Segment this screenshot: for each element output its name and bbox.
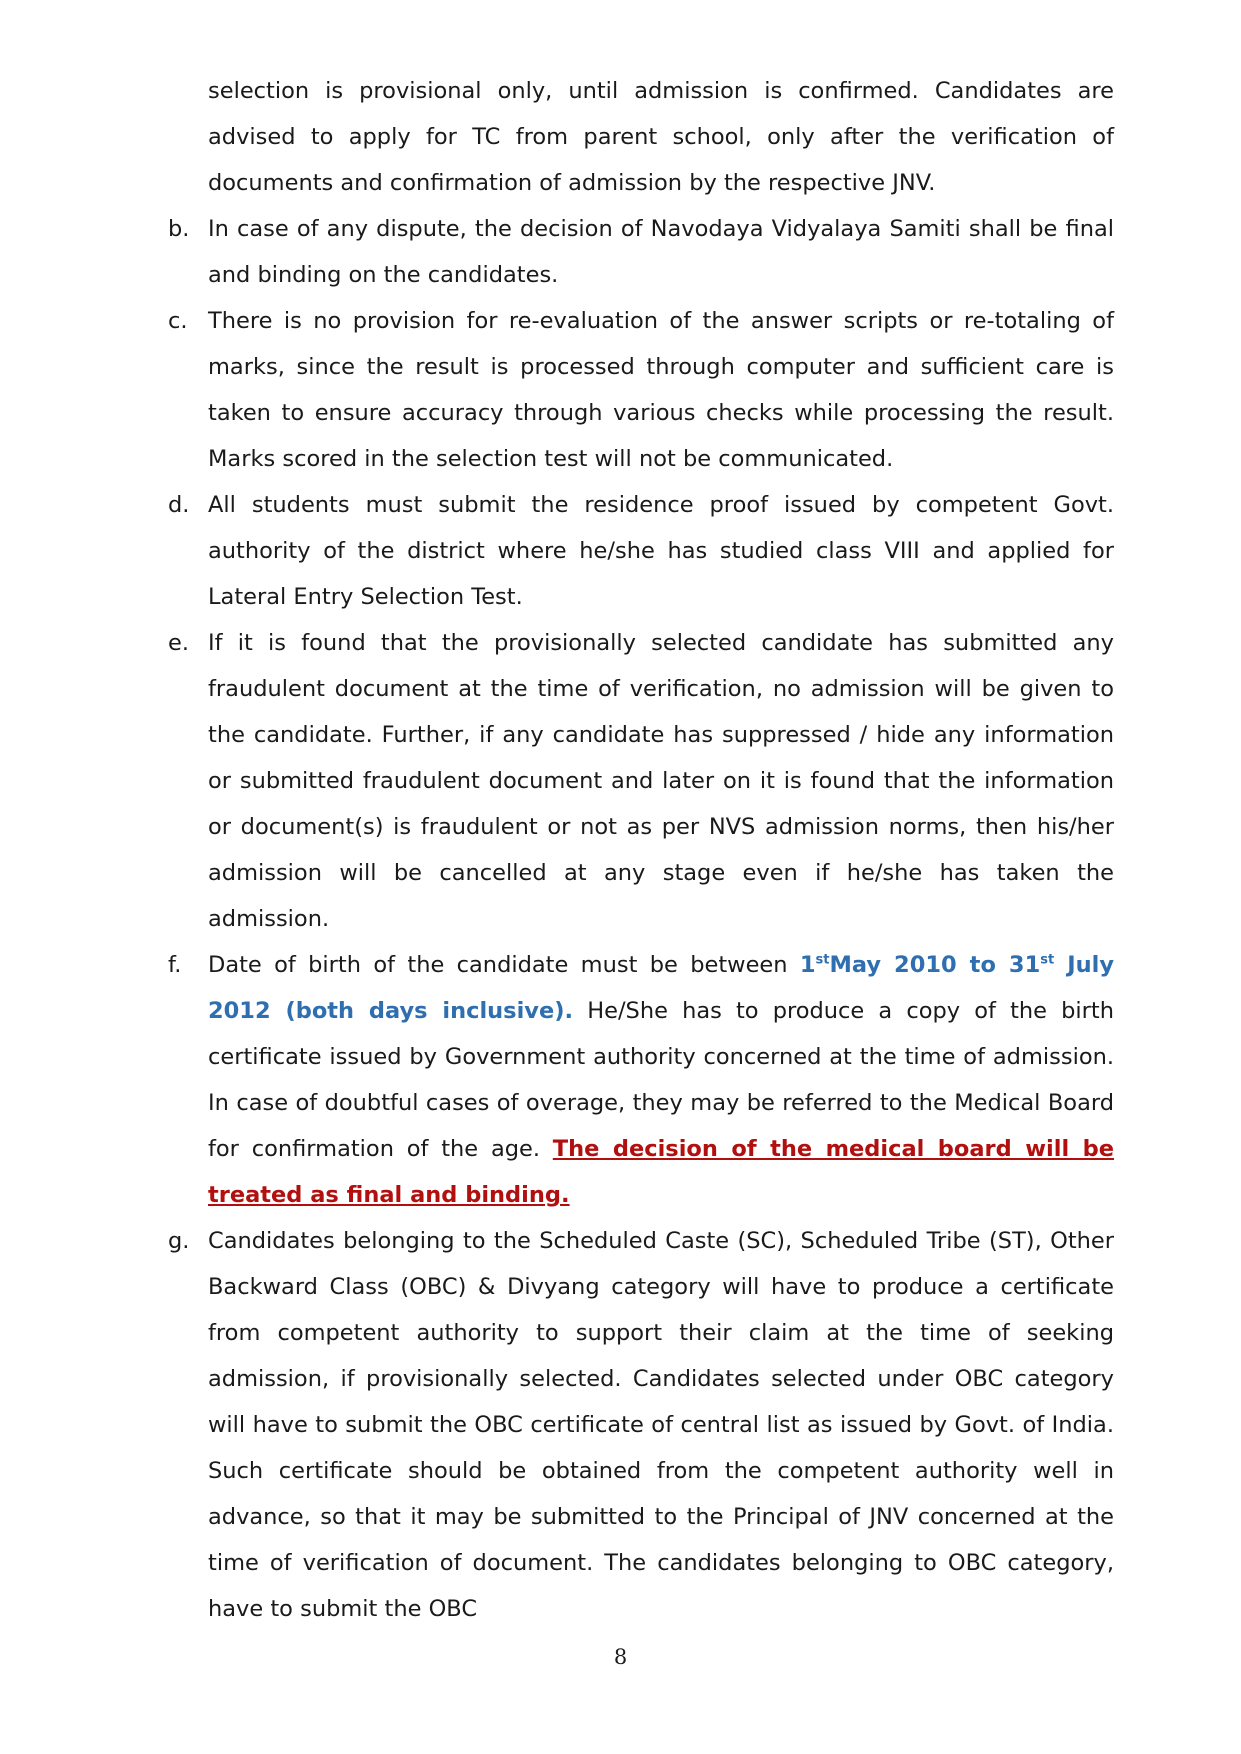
- dob-end-ordinal: st: [1040, 952, 1055, 968]
- list-item-text: There is no provision for re-evaluation of the answer scripts or re-totaling of marks, since the result is processed through computer and sufficient care is taken to ensure accuracy through various checks while processing the result. Marks scored in the selection test will not be communicated.: [208, 308, 1114, 472]
- continuation-paragraph: selection is provisional only, until admission is confirmed. Candidates are advised to apply for TC from parent school, only after the verification of documents and confirmation of admission by the respective JNV.: [208, 78, 1114, 196]
- dob-intro-text: Date of birth of the candidate must be between: [208, 952, 800, 978]
- page-number: 8: [613, 1645, 628, 1669]
- list-marker: f.: [168, 952, 182, 978]
- list-marker: d.: [168, 492, 190, 518]
- list-marker: g.: [168, 1228, 190, 1254]
- list-item-text: All students must submit the residence proof issued by competent Govt. authority of the district where he/she has studied class VIII and applied for Lateral Entry Selection Test.: [208, 492, 1114, 610]
- dob-start-day: 1: [799, 952, 816, 978]
- list-item-d: [168, 482, 1114, 620]
- list-marker: e.: [168, 630, 189, 656]
- list-marker: b.: [168, 216, 190, 242]
- document-body: [168, 68, 1114, 1632]
- list-item-b: [168, 206, 1114, 298]
- dob-range-end: July 2012 (both days inclusive).: [208, 952, 1114, 1024]
- list-marker: c.: [168, 308, 188, 334]
- dob-body-text: He/She has to produce a copy of the birth certificate issued by Government authority concerned at the time of admission. In case of doubtful cases of overage, they may be referred to the Medical Board for confirmation of the age.: [208, 998, 1115, 1162]
- list-item-text: Candidates belonging to the Scheduled Caste (SC), Scheduled Tribe (ST), Other Backward Class (OBC) & Divyang category will have to produce a certificate from competent authority to support their claim at the time of seeking admission, if provisionally selected. Candidates selected under OBC category will have to submit the OBC certificate of central list as issued by Govt. of India. Such certificate should be obtained from the competent authority well in advance, so that it may be submitted to the Principal of JNV concerned at the time of verification of document. The candidates belonging to OBC category, have to submit the OBC: [208, 1228, 1114, 1622]
- list-item-text: If it is found that the provisionally selected candidate has submitted any fraudulent document at the time of verification, no admission will be given to the candidate. Further, if any candidate has suppressed / hide any information or submitted fraudulent document and later on it is found that the information or document(s) is fraudulent or not as per NVS admission norms, then his/her admission will be cancelled at any stage even if he/she has taken the admission.: [208, 630, 1114, 932]
- list-item-c: [168, 298, 1114, 482]
- list-item-text: [208, 942, 1114, 1218]
- list-item-f: [168, 942, 1114, 1218]
- list-item-text: In case of any dispute, the decision of Navodaya Vidyalaya Samiti shall be final and binding on the candidates.: [208, 216, 1114, 288]
- medical-board-emphasis: The decision of the medical board will be treated as final and binding.: [208, 1136, 1114, 1208]
- dob-range-middle: May 2010 to 31: [829, 952, 1041, 978]
- list-item-g: [168, 1218, 1114, 1632]
- dob-start-ordinal: st: [815, 952, 830, 968]
- list-item-e: [168, 620, 1114, 942]
